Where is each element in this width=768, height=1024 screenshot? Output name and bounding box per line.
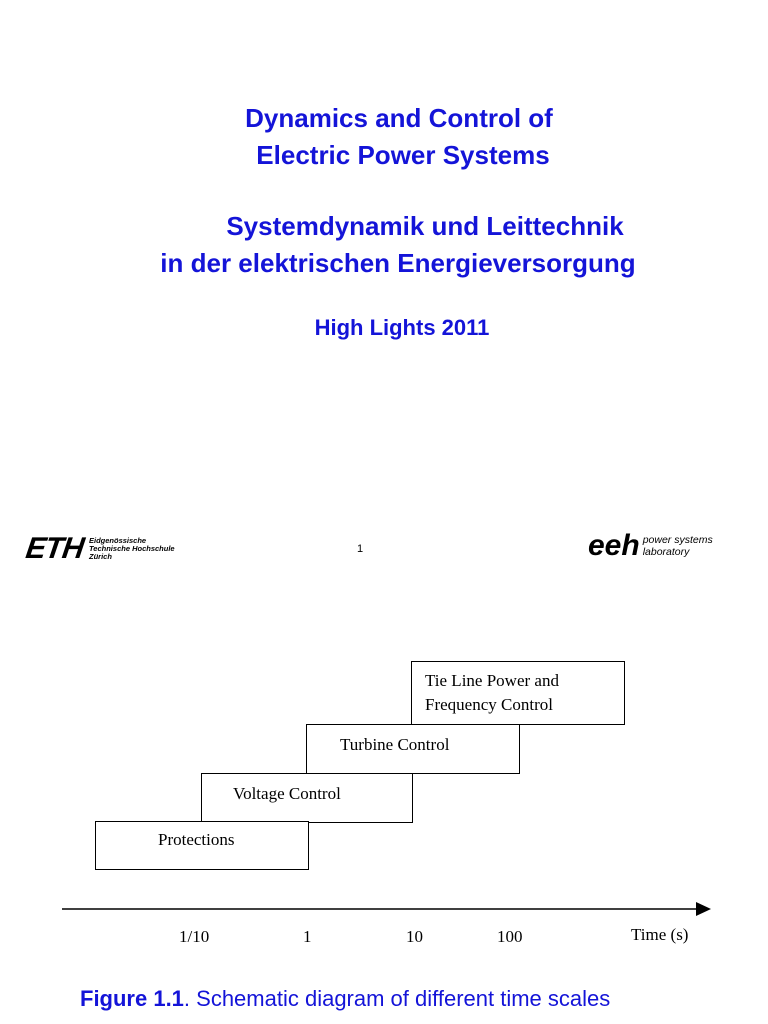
time-axis-label: Time (s) bbox=[631, 925, 689, 944]
eth-text-line-1: Eidgenössische bbox=[89, 536, 147, 545]
time-axis-arrowhead bbox=[696, 902, 711, 916]
slide-subtitle-line-1: Systemdynamik und Leittechnik bbox=[226, 211, 624, 241]
slide-title-line-1: Dynamics and Control of bbox=[245, 103, 553, 133]
page-number: 1 bbox=[357, 543, 364, 555]
eth-logo-text bbox=[89, 537, 175, 561]
eeh-text-line-2: laboratory bbox=[642, 546, 690, 558]
eth-logo-mark: ETH bbox=[23, 532, 86, 565]
eeh-logo-text bbox=[643, 534, 713, 558]
tick-label-0.1: 1/10 bbox=[179, 927, 210, 946]
tie-line-label-line-1: Tie Line Power and bbox=[425, 671, 559, 690]
eeh-logo bbox=[588, 530, 713, 562]
time-axis bbox=[60, 898, 715, 920]
figure-caption bbox=[80, 986, 610, 1012]
figure-caption-label: Figure 1.1 bbox=[80, 986, 184, 1011]
voltage-control-box bbox=[201, 773, 413, 823]
eth-text-line-3: Zürich bbox=[89, 552, 112, 561]
slide-subtitle-line-2: in der elektrischen Energieversorgung bbox=[160, 248, 636, 278]
turbine-control-label: Turbine Control bbox=[340, 735, 450, 754]
protections-label: Protections bbox=[158, 830, 235, 849]
tie-line-frequency-control-box bbox=[411, 661, 625, 725]
figure-caption-text: . Schematic diagram of different time scales bbox=[183, 986, 611, 1011]
tick-label-10: 10 bbox=[406, 927, 423, 946]
eth-text-line-2: Technische Hochschule bbox=[89, 544, 175, 553]
protections-box bbox=[95, 821, 309, 870]
tick-label-100: 100 bbox=[497, 927, 523, 946]
slide-highlights: High Lights 2011 bbox=[314, 315, 490, 340]
tick-label-1: 1 bbox=[303, 927, 312, 946]
voltage-control-label: Voltage Control bbox=[233, 784, 341, 803]
eth-logo bbox=[23, 532, 175, 565]
tie-line-label-line-2: Frequency Control bbox=[425, 695, 553, 714]
eeh-logo-mark: eeh bbox=[588, 529, 640, 562]
eeh-text-line-1: power systems bbox=[642, 534, 713, 546]
slide-title-line-2: Electric Power Systems bbox=[256, 140, 550, 170]
turbine-control-box bbox=[306, 724, 520, 774]
